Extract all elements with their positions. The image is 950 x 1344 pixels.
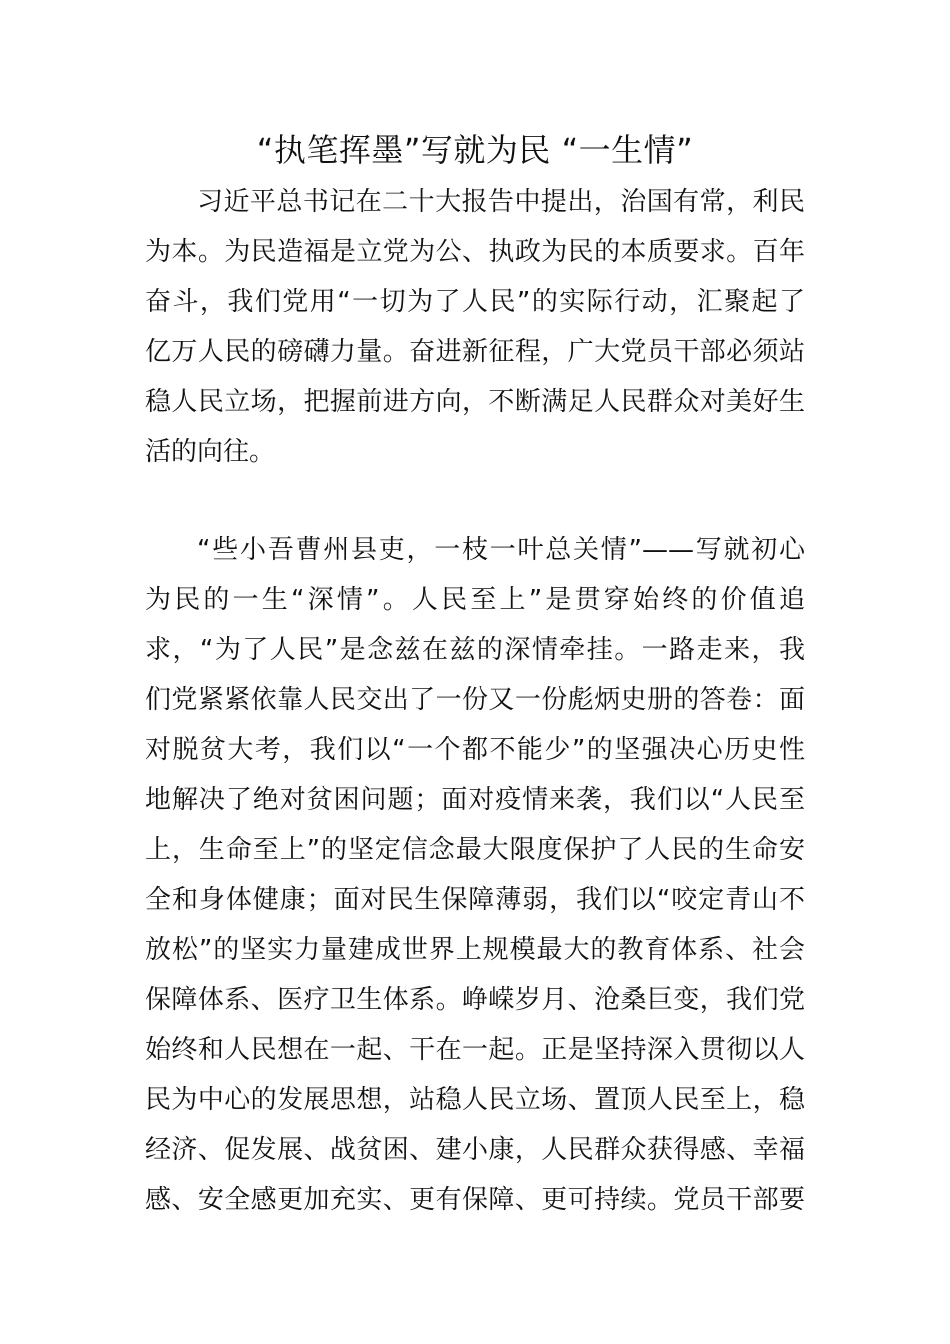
paragraph-1-line-1: 习近平总书记在二十大报告中提出，治国有常，利民 [197,187,805,217]
paragraph-2-line-14: 感、安全感更加充实、更有保障、更可持续。党员干部要 [145,1185,805,1215]
paragraph-2-line-5: 对脱贫大考，我们以“一个都不能少”的坚强决心历史性 [145,735,805,765]
paragraph-2-line-13: 经济、促发展、战贫困、建小康，人民群众获得感、幸福 [145,1135,805,1165]
paragraph-2-line-7: 上，生命至上”的坚定信念最大限度保护了人民的生命安 [145,835,805,865]
paragraph-2-line-6: 地解决了绝对贫困问题；面对疫情来袭，我们以“人民至 [145,785,805,815]
paragraph-2-line-1: “些小吾曹州县吏，一枝一叶总关情”——写就初心 [197,535,805,565]
paragraph-2-line-10: 保障体系、医疗卫生体系。峥嵘岁月、沧桑巨变，我们党 [145,985,805,1015]
paragraph-2-line-8: 全和身体健康；面对民生保障薄弱，我们以“咬定青山不 [145,885,805,915]
paragraph-2-line-4: 们党紧紧依靠人民交出了一份又一份彪炳史册的答卷：面 [145,685,805,715]
paragraph-2-line-3: 求，“为了人民”是念兹在兹的深情牵挂。一路走来，我 [145,635,805,665]
paragraph-2-line-9: 放松”的坚实力量建成世界上规模最大的教育体系、社会 [145,935,805,965]
paragraph-2-line-12: 民为中心的发展思想，站稳人民立场、置顶人民至上，稳 [145,1085,805,1115]
paragraph-2-line-2: 为民的一生“深情”。人民至上”是贯穿始终的价值追 [145,585,805,615]
paragraph-1-line-5: 稳人民立场，把握前进方向，不断满足人民群众对美好生 [145,387,805,417]
paragraph-1-line-3: 奋斗，我们党用“一切为了人民”的实际行动，汇聚起了 [145,287,805,317]
paragraph-1-line-2: 为本。为民造福是立党为公、执政为民的本质要求。百年 [145,237,805,267]
paragraph-1-line-4: 亿万人民的磅礴力量。奋进新征程，广大党员干部必须站 [145,337,805,367]
document-title: “执笔挥墨”写就为民 “一生情” [256,131,694,169]
paragraph-2-line-11: 始终和人民想在一起、干在一起。正是坚持深入贯彻以人 [145,1035,805,1065]
paragraph-1-line-6: 活的向往。 [145,437,276,467]
